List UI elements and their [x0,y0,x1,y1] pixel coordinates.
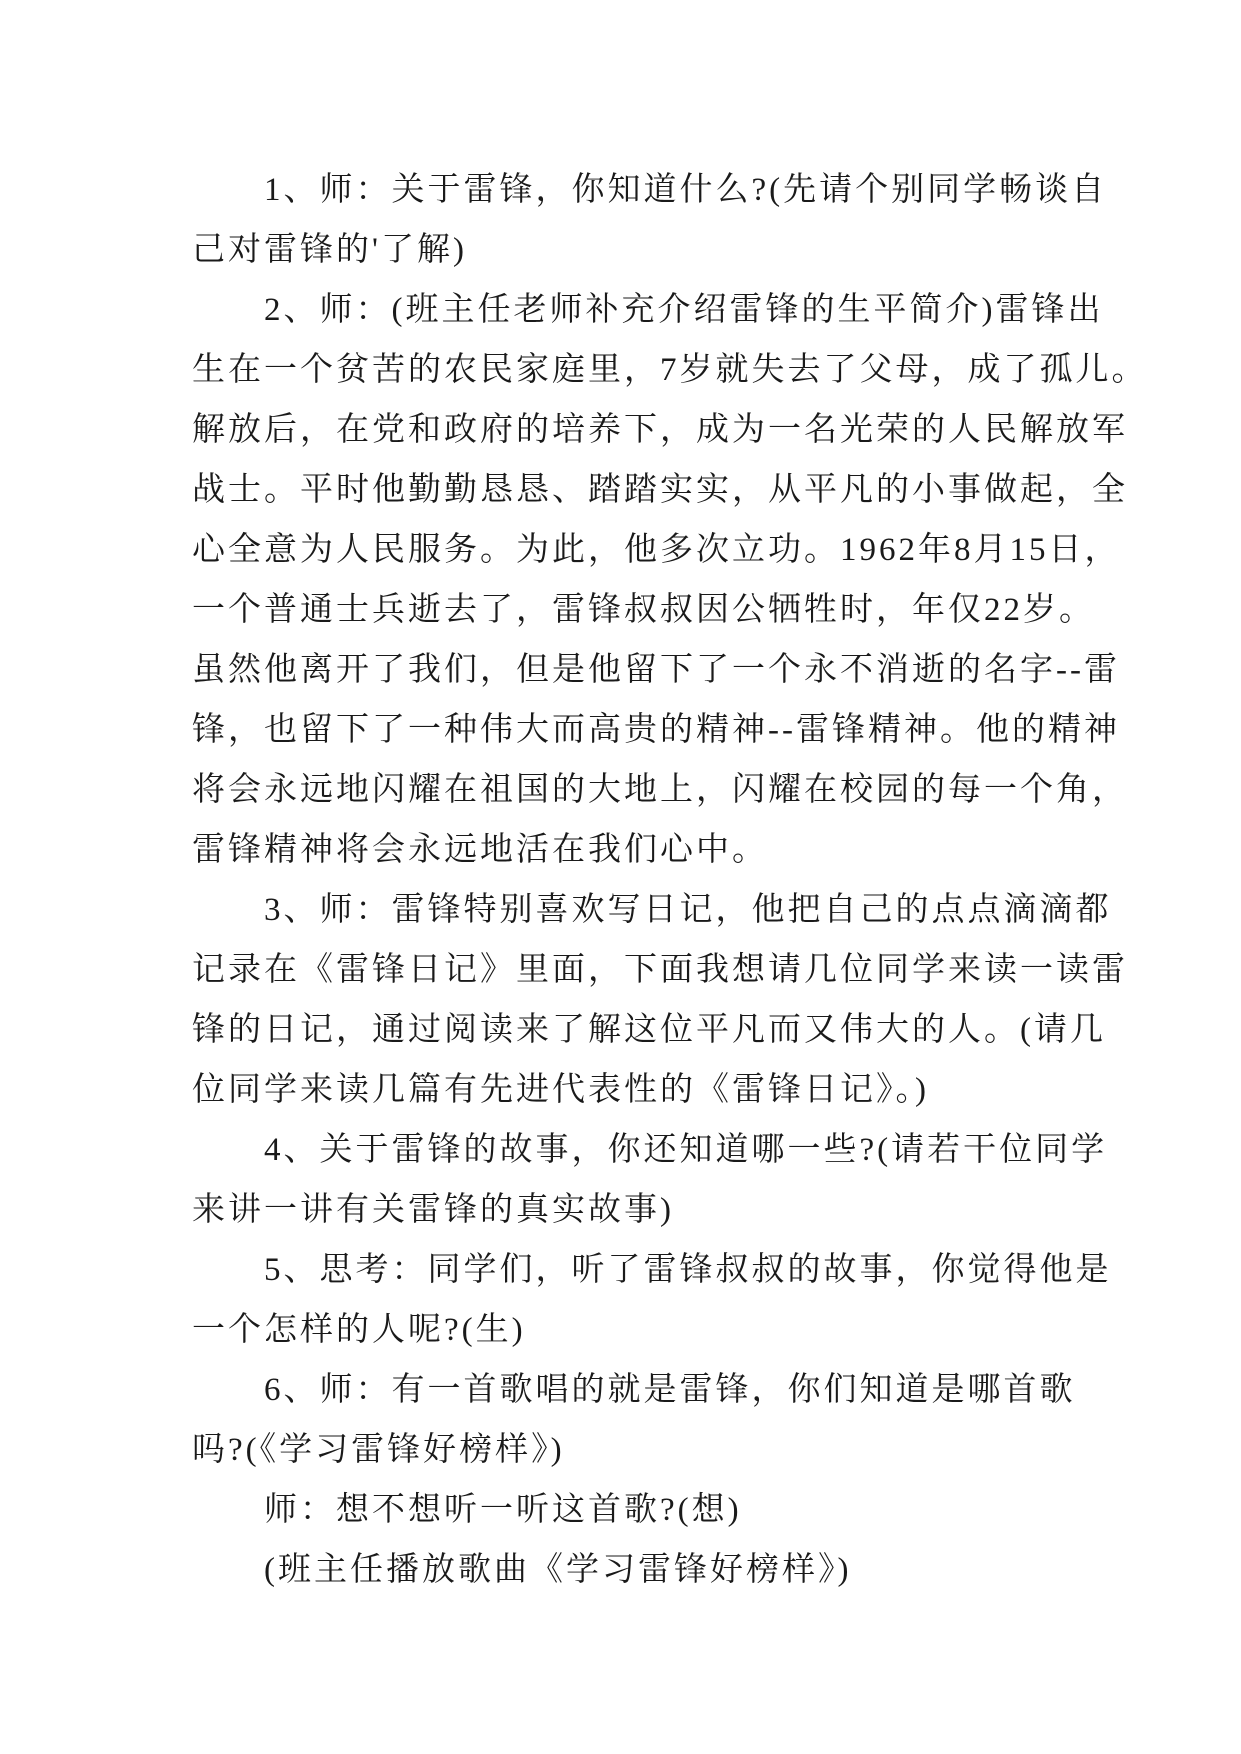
text-line: 1、师：关于雷锋，你知道什么?(先请个别同学畅谈自 [192,172,1108,208]
text-line: 6、师：有一首歌唱的就是雷锋，你们知道是哪首歌 [192,1372,1076,1408]
text-line: 5、思考：同学们，听了雷锋叔叔的故事，你觉得他是 [192,1252,1112,1288]
text-line: 位同学来读几篇有先进代表性的《雷锋日记》。) [192,1072,929,1108]
text-line: 一个普通士兵逝去了，雷锋叔叔因公牺牲时，年仅22岁。 [192,592,1095,628]
text-line: 虽然他离开了我们，但是他留下了一个永不消逝的名字--雷 [192,652,1120,688]
text-line: 将会永远地闪耀在祖国的大地上，闪耀在校园的每一个角， [192,772,1128,808]
text-line: 己对雷锋的'了解) [192,232,467,268]
text-line: 雷锋精神将会永远地活在我们心中。 [192,832,768,868]
text-line: 生在一个贫苦的农民家庭里，7岁就失去了父母，成了孤儿。 [192,352,1148,388]
text-line: 锋的日记，通过阅读来了解这位平凡而又伟大的人。(请几 [192,1012,1106,1048]
text-line: 3、师：雷锋特别喜欢写日记，他把自己的点点滴滴都 [192,892,1112,928]
text-line: (班主任播放歌曲《学习雷锋好榜样》) [192,1552,852,1588]
text-line: 战士。平时他勤勤恳恳、踏踏实实，从平凡的小事做起，全 [192,472,1128,508]
document-body [192,160,1148,1600]
text-line: 4、关于雷锋的故事，你还知道哪一些?(请若干位同学 [192,1132,1108,1168]
text-line: 2、师：(班主任老师补充介绍雷锋的生平简介)雷锋出 [192,292,1104,328]
text-line: 来讲一讲有关雷锋的真实故事) [192,1192,674,1228]
text-line: 师：想不想听一听这首歌?(想) [192,1492,742,1528]
text-line: 记录在《雷锋日记》里面，下面我想请几位同学来读一读雷 [192,952,1128,988]
text-line: 一个怎样的人呢?(生) [192,1312,526,1348]
text-line: 吗?(《学习雷锋好榜样》) [192,1432,565,1468]
text-line: 锋，也留下了一种伟大而高贵的精神--雷锋精神。他的精神 [192,712,1120,748]
text-line: 解放后，在党和政府的培养下，成为一名光荣的人民解放军 [192,412,1128,448]
text-line: 心全意为人民服务。为此，他多次立功。1962年8月15日， [192,532,1121,568]
